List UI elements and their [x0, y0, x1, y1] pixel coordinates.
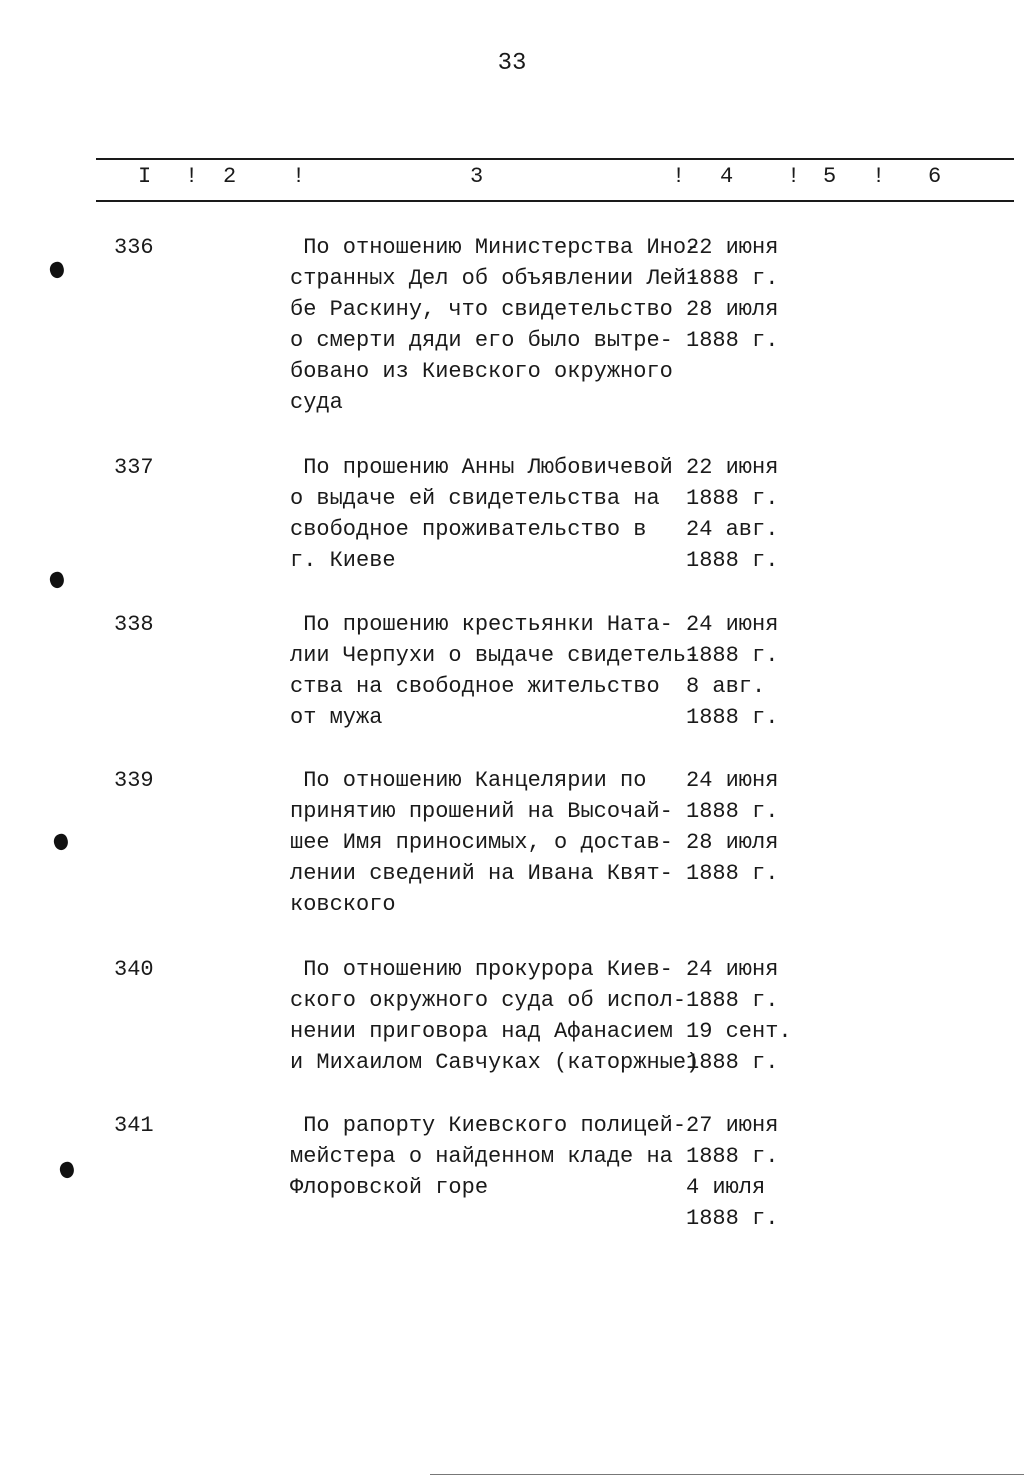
- binding-hole-mark: [58, 1160, 77, 1180]
- record-number: 336: [114, 235, 154, 260]
- binding-hole-mark: [48, 260, 67, 280]
- record-description: По прошению крестьянки Ната- лии Черпухи о выдаче свидетель- ства на свободное жительство от мужа: [290, 612, 700, 730]
- header-separator: !: [787, 164, 801, 189]
- header-separator: !: [872, 164, 886, 189]
- header-separator: !: [185, 164, 199, 189]
- record-dates: 22 июня 1888 г. 28 июля 1888 г.: [686, 235, 779, 353]
- header-col-1: I: [138, 164, 152, 189]
- record-number: 339: [114, 768, 154, 793]
- record-description: По отношению Министерства Ино- странных Дел об объявлении Лей- бе Раскину, что свидетельство о смерти дяди его было вытре- бовано из Киевского окружного суда: [290, 235, 700, 415]
- record-description: По прошению Анны Любовичевой о выдаче ей свидетельства на свободное проживательство в г. Киеве: [290, 455, 673, 573]
- header-separator: !: [672, 164, 686, 189]
- header-separator: !: [292, 164, 306, 189]
- table-header-rule: [96, 200, 1014, 202]
- record-description: По отношению Канцелярии по принятию прошений на Высочай- шее Имя приносимых, о достав- лении сведений на Ивана Квят- ковского: [290, 768, 673, 917]
- record-dates: 24 июня 1888 г. 28 июля 1888 г.: [686, 768, 779, 886]
- record-dates: 24 июня 1888 г. 8 авг. 1888 г.: [686, 612, 779, 730]
- record-description: По рапорту Киевского полицей- мейстера о найденном кладе на Флоровской горе: [290, 1113, 687, 1200]
- page-edge-line: [430, 1474, 1024, 1475]
- record-description: По отношению прокурора Киев- ского окружного суда об испол- нении приговора над Афанасием и Михаилом Савчуках (каторжные): [290, 957, 700, 1075]
- header-col-4: 4: [720, 164, 734, 189]
- header-col-5: 5: [823, 164, 837, 189]
- record-number: 337: [114, 455, 154, 480]
- table-top-rule: [96, 158, 1014, 160]
- record-number: 341: [114, 1113, 154, 1138]
- record-number: 338: [114, 612, 154, 637]
- record-dates: 24 июня 1888 г. 19 сент. 1888 г.: [686, 957, 792, 1075]
- binding-hole-mark: [52, 832, 71, 852]
- record-dates: 22 июня 1888 г. 24 авг. 1888 г.: [686, 455, 779, 573]
- header-col-3: 3: [470, 164, 484, 189]
- record-number: 340: [114, 957, 154, 982]
- header-col-2: 2: [223, 164, 237, 189]
- page-number: 33: [497, 50, 527, 77]
- header-col-6: 6: [928, 164, 942, 189]
- binding-hole-mark: [48, 570, 67, 590]
- record-dates: 27 июня 1888 г. 4 июля 1888 г.: [686, 1113, 779, 1231]
